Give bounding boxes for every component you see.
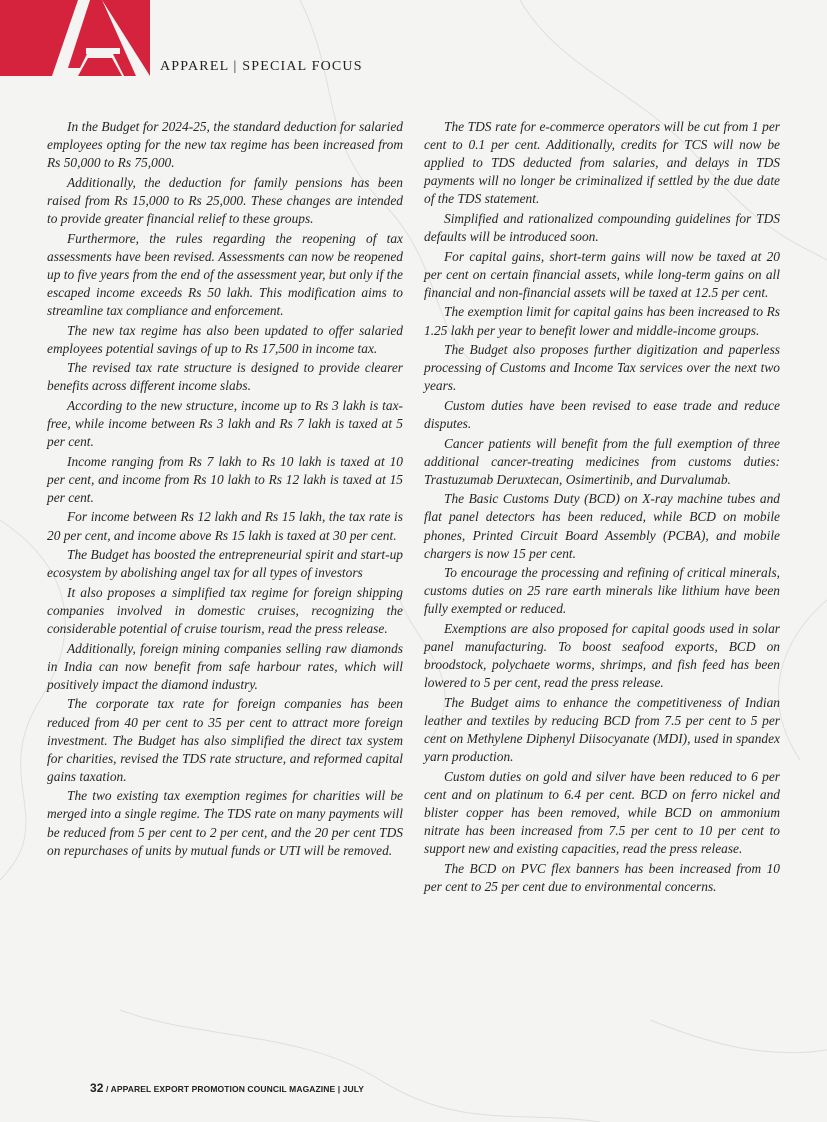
paragraph: The revised tax rate structure is designed to provide clearer benefits across different income slabs. [47,360,403,394]
paragraph: For income between Rs 12 lakh and Rs 15 lakh, the tax rate is 20 per cent, and income above Rs 15 lakh is taxed at 30 per cent. [47,509,403,543]
magazine-name: / APPAREL EXPORT PROMOTION COUNCIL MAGAZINE | JULY [106,1084,365,1094]
paragraph: Exemptions are also proposed for capital goods used in solar panel manufacturing. To boost seafood exports, BCD on broodstock, polychaete worms, shrimps, and fish feed has been lowered to 5 per cent, read the press release. [424,621,780,691]
paragraph: It also proposes a simplified tax regime for foreign shipping companies involved in domestic cruises, recognizing the considerable potential of cruise tourism, read the press release. [47,584,403,637]
paragraph: Custom duties on gold and silver have been reduced to 6 per cent and on platinum to 6.4 per cent. BCD on ferro nickel and blister copper has been removed, while BCD on ammonium nitrate has been increased from 7.5 per cent to 10 per cent to support new and existing capacities, read the press release. [424,768,780,857]
left-column [47,118,403,861]
paragraph: The Budget has boosted the entrepreneurial spirit and start-up ecosystem by abolishing angel tax for all types of investors [47,547,403,581]
paragraph: The Budget also proposes further digitization and paperless processing of Customs and Income Tax services over the next two years. [424,342,780,394]
right-column [424,118,780,897]
paragraph: For capital gains, short-term gains will now be taxed at 20 per cent on certain financial assets, while long-term gains on all financial and non-financial assets will be taxed at 12.5 per cent. [424,248,780,300]
section-label: APPAREL | SPECIAL FOCUS [160,59,363,74]
page-number: 32 [90,1081,104,1095]
brand-logo [0,0,150,76]
page-footer [90,1081,364,1095]
paragraph: Cancer patients will benefit from the full exemption of three additional cancer-treating medicines from customs duties: Trastuzumab Deruxtecan, Osimertinib, and Durvalumab. [424,435,780,487]
paragraph: According to the new structure, income up to Rs 3 lakh is tax-free, while income between Rs 3 lakh and Rs 7 lakh is taxed at 5 per cent. [47,397,403,450]
paragraph: The BCD on PVC flex banners has been increased from 10 per cent to 25 per cent due to environmental concerns. [424,860,780,894]
paragraph: The corporate tax rate for foreign companies has been reduced from 40 per cent to 35 per cent to attract more foreign investment. The Budget has also simplified the direct tax system for charities, revised the TDS rate structure, and reformed capital gains taxation. [47,696,403,784]
paragraph: The Basic Customs Duty (BCD) on X-ray machine tubes and flat panel detectors has been reduced, while BCD on mobile phones, Printed Circuit Board Assembly (PCBA), and mobile chargers is now 15 per cent. [424,491,780,561]
paragraph: The exemption limit for capital gains has been increased to Rs 1.25 lakh per year to benefit lower and middle-income groups. [424,304,780,338]
paragraph: Furthermore, the rules regarding the reopening of tax assessments have been revised. Assessments can now be reopened up to five years from the end of the assessment year, but only if the escaped income exceeds Rs 50 lakh. This modification aims to streamline tax compliance and enforcement. [47,230,403,318]
paragraph: Additionally, the deduction for family pensions has been raised from Rs 15,000 to Rs 25,000. These changes are intended to provide greater financial relief to these groups. [47,174,403,226]
paragraph: Simplified and rationalized compounding guidelines for TDS defaults will be introduced soon. [424,210,780,245]
paragraph: The new tax regime has also been updated to offer salaried employees potential savings of up to Rs 17,500 in income tax. [47,322,403,356]
paragraph: The two existing tax exemption regimes for charities will be merged into a single regime. The TDS rate on many payments will be reduced from 5 per cent to 2 per cent, and the 20 per cent TDS on repurchases of units by mutual funds or UTI will be removed. [47,788,403,858]
paragraph: To encourage the processing and refining of critical minerals, customs duties on 25 rare earth minerals like lithium have been fully exempted or reduced. [424,565,780,617]
paragraph: The Budget aims to enhance the competitiveness of Indian leather and textiles by reducing BCD from 7.5 per cent to 5 per cent on Methylene Diphenyl Diisocyanate (MDI), used in spandex yarn production. [424,694,780,765]
paragraph: Income ranging from Rs 7 lakh to Rs 10 lakh is taxed at 10 per cent, and income from Rs 10 lakh to Rs 12 lakh is taxed at 15 per cent. [47,453,403,505]
paragraph: Custom duties have been revised to ease trade and reduce disputes. [424,397,780,431]
paragraph: Additionally, foreign mining companies selling raw diamonds in India can now benefit from safe harbour rates, which will positively impact the diamond industry. [47,640,403,692]
paragraph: The TDS rate for e-commerce operators will be cut from 1 per cent to 0.1 per cent. Additionally, credits for TCS will now be applied to TDS deducted from salaries, and delays in TDS payments will no longer be criminalized if settled by the due date of the TDS statement. [424,119,780,207]
paragraph: In the Budget for 2024-25, the standard deduction for salaried employees opting for the new tax regime has been increased from Rs 50,000 to Rs 75,000. [47,119,403,171]
